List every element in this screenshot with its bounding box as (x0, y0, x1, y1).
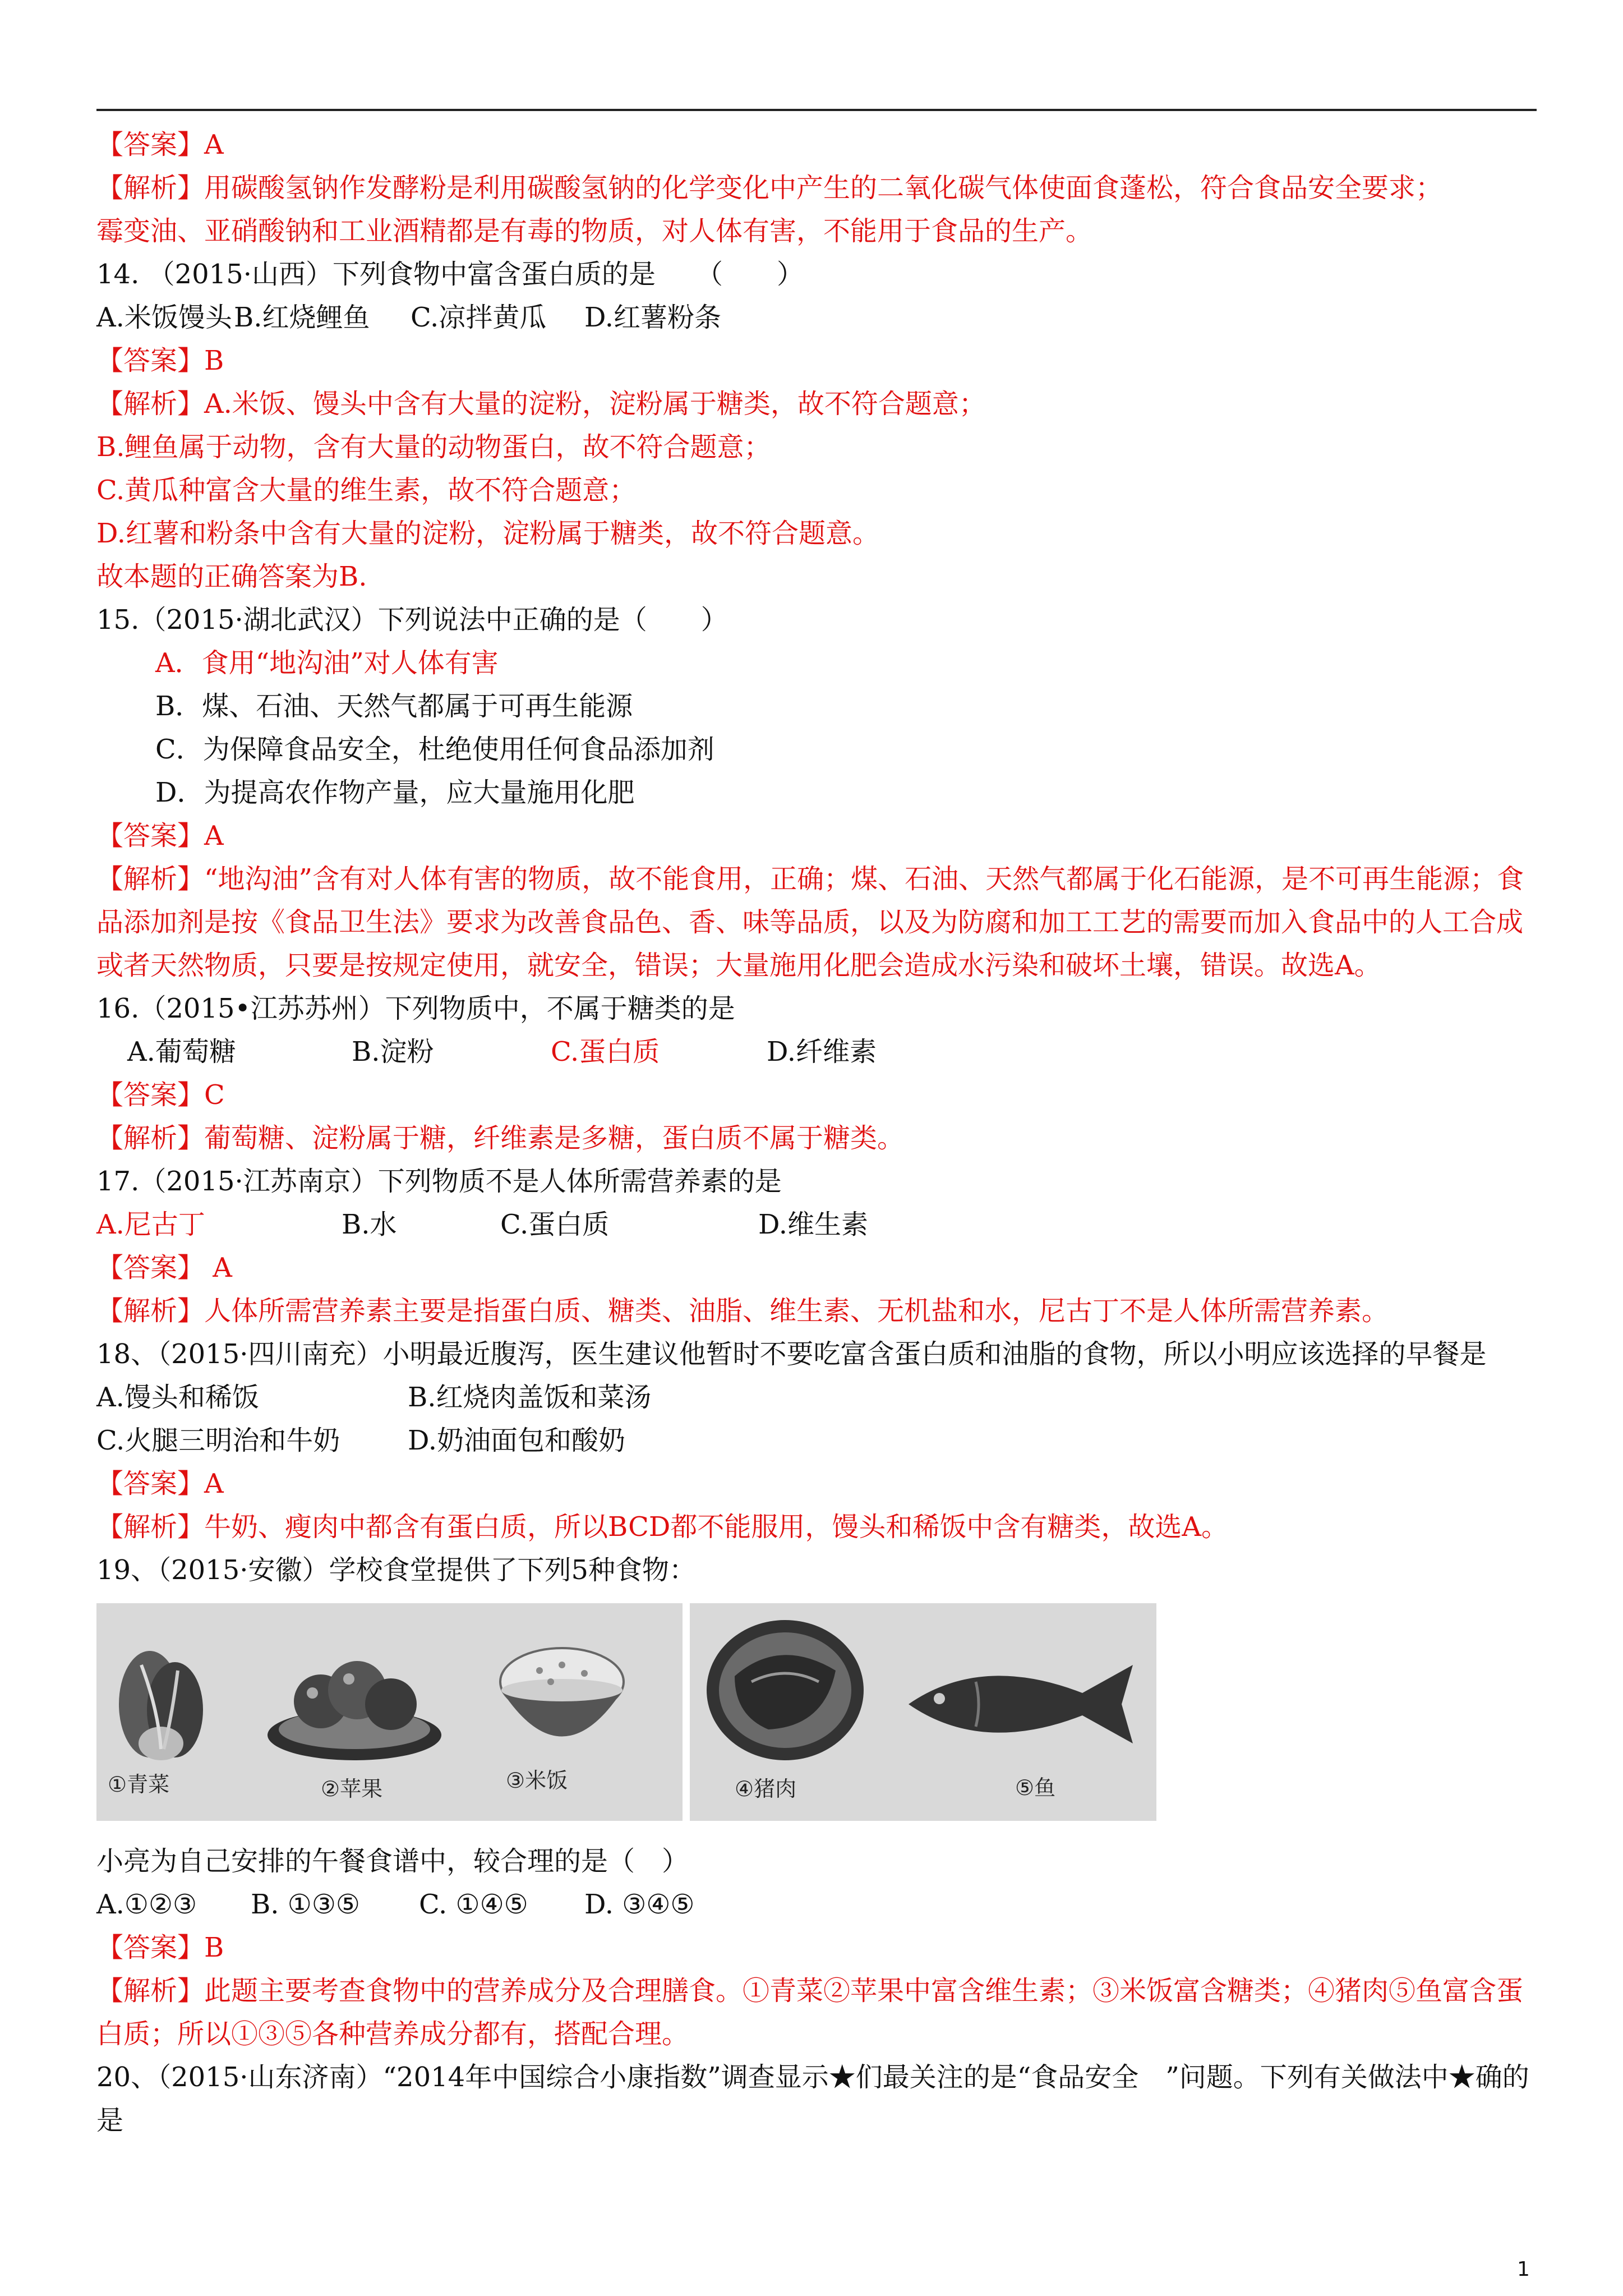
q15-analysis: 【解析】“地沟油”含有对人体有害的物质，故不能食用，正确；煤、石油、天然气都属于化石能源，是不可再生能源；食品添加剂是按《食品卫生法》要求为改善食品色、香、味等品质，以及为防腐和加工工艺的需要而加入食品中的人工合成或者天然物质，只要是按规定使用，就安全，错误；大量施用化肥会造成水污染和破坏土壤，错误。故选A。 (96, 863, 1524, 981)
q18-option-b: B.红烧肉盖饭和菜汤 (408, 1382, 652, 1413)
q17-answer: 【答案】 A (96, 1252, 232, 1283)
q14-options (96, 296, 1537, 339)
food-photo-panel-right (690, 1603, 1156, 1821)
q14-analysis-c: C.黄瓜种富含大量的维生素，故不符合题意； (96, 475, 637, 506)
q17-option-c: C.蛋白质 (500, 1209, 610, 1240)
q15-stem: 15.（2015·湖北武汉）下列说法中正确的是（ ） (96, 604, 728, 636)
q19-food-figure (96, 1603, 1537, 1828)
header-rule (96, 109, 1537, 111)
q20-stem: 20、（2015·山东济南）“2014年中国综合小康指数”调查显示★们最关注的是“食品安全 ”问题。下列有关做法中★确的是 (96, 2062, 1529, 2136)
q18-option-c: C.火腿三明治和牛奶 (96, 1425, 340, 1456)
q18-stem: 18、（2015·四川南充）小明最近腹泻，医生建议他暂时不要吃富含蛋白质和油脂的食物，所以小明应该选择的早餐是 (96, 1338, 1487, 1370)
q16-answer: 【答案】C (96, 1079, 225, 1111)
q19-analysis: 【解析】此题主要考查食物中的营养成分及合理膳食。①青菜②苹果中富含维生素；③米饭富含糖类；④猪肉⑤鱼富含蛋白质；所以①③⑤各种营养成分都有，搭配合理。 (96, 1975, 1524, 2050)
q18-option-a: A.馒头和稀饭 (96, 1382, 259, 1413)
food-label-apple: ②苹果 (321, 1777, 383, 1801)
q14-conclusion: 故本题的正确答案为B. (96, 561, 367, 592)
q19-option-a: A.①②③ (96, 1889, 197, 1920)
q19-options (96, 1883, 1537, 1926)
q14-option-a: A.米饭馒头 (96, 302, 232, 333)
q14-option-c: C.凉拌黄瓜 (411, 302, 547, 333)
q16-option-c: C.蛋白质 (551, 1036, 660, 1068)
q16-option-b: B.淀粉 (352, 1036, 434, 1068)
q13-answer: 【答案】A (96, 129, 224, 160)
q17-option-a: A.尼古丁 (96, 1209, 205, 1240)
q15-option-b: B．煤、石油、天然气都属于可再生能源 (155, 691, 633, 722)
food-label-fish: ⑤鱼 (1015, 1775, 1056, 1800)
q14-answer: 【答案】B (96, 345, 224, 376)
q17-stem: 17.（2015·江苏南京）下列物质不是人体所需营养素的是 (96, 1166, 782, 1197)
q14-stem: 14. （2015·山西）下列食物中富含蛋白质的是 （ ） (96, 259, 804, 290)
q15-option-d: D．为提高农作物产量，应大量施用化肥 (155, 777, 635, 808)
q19-option-c: C. ①④⑤ (419, 1889, 528, 1920)
q19-answer: 【答案】B (96, 1932, 224, 1963)
q19-option-d: D. ③④⑤ (584, 1889, 695, 1920)
q16-option-a: A.葡萄糖 (127, 1036, 236, 1068)
rice-bowl-icon (489, 1637, 635, 1760)
q16-options (96, 1030, 1537, 1074)
q13-analysis-line1: 【解析】用碳酸氢钠作发酵粉是利用碳酸氢钠的化学变化中产生的二氧化碳气体使面食蓬松，符合食品安全要求； (96, 172, 1443, 204)
q14-option-b: B.红烧鲤鱼 (234, 302, 370, 333)
q16-option-d: D.纤维素 (767, 1036, 877, 1068)
q14-analysis-b: B.鲤鱼属于动物，含有大量的动物蛋白，故不符合题意； (96, 431, 771, 463)
q17-options (96, 1203, 1537, 1246)
pork-plate-icon (701, 1614, 869, 1766)
page-number: 1 (1517, 2258, 1530, 2281)
q15-answer: 【答案】A (96, 820, 224, 852)
q17-option-d: D.维生素 (758, 1209, 869, 1240)
food-label-pork: ④猪肉 (735, 1777, 797, 1801)
vegetable-icon (108, 1642, 214, 1766)
food-label-vegetable: ①青菜 (108, 1772, 170, 1797)
q19-stem: 19、（2015·安徽）学校食堂提供了下列5种食物： (96, 1554, 697, 1586)
document-body (96, 123, 1537, 2142)
apple-plate-icon (265, 1645, 444, 1769)
q17-option-b: B.水 (342, 1209, 397, 1240)
q14-analysis-d: D.红薯和粉条中含有大量的淀粉，淀粉属于糖类，故不符合题意。 (96, 518, 880, 549)
food-photo-panel-left (96, 1603, 683, 1821)
q16-analysis: 【解析】葡萄糖、淀粉属于糖，纤维素是多糖，蛋白质不属于糖类。 (96, 1122, 905, 1154)
q19-option-b: B. ①③⑤ (251, 1889, 360, 1920)
q13-analysis-line2: 霉变油、亚硝酸钠和工业酒精都是有毒的物质，对人体有害，不能用于食品的生产。 (96, 215, 1093, 247)
q18-options-row1 (96, 1376, 1537, 1419)
q15-option-c: C．为保障食品安全，杜绝使用任何食品添加剂 (155, 734, 714, 765)
q18-answer: 【答案】A (96, 1468, 224, 1499)
q18-option-d: D.奶油面包和酸奶 (408, 1425, 626, 1456)
q14-option-d: D.红薯粉条 (584, 302, 722, 333)
q19-question: 小亮为自己安排的午餐食谱中，较合理的是（ ） (96, 1846, 689, 1877)
q17-analysis: 【解析】人体所需营养素主要是指蛋白质、糖类、油脂、维生素、无机盐和水，尼古丁不是人体所需营养素。 (96, 1295, 1389, 1327)
q14-analysis-a: 【解析】A.米饭、馒头中含有大量的淀粉，淀粉属于糖类，故不符合题意； (96, 388, 986, 420)
q18-options-row2 (96, 1419, 1537, 1462)
q15-option-a: A．食用“地沟油”对人体有害 (155, 647, 499, 679)
fish-icon (897, 1648, 1144, 1760)
q16-stem: 16.（2015•江苏苏州）下列物质中，不属于糖类的是 (96, 993, 735, 1024)
q18-analysis: 【解析】牛奶、瘦肉中都含有蛋白质，所以BCD都不能服用，馒头和稀饭中含有糖类，故选A。 (96, 1511, 1229, 1543)
food-label-rice: ③米饭 (506, 1768, 568, 1793)
